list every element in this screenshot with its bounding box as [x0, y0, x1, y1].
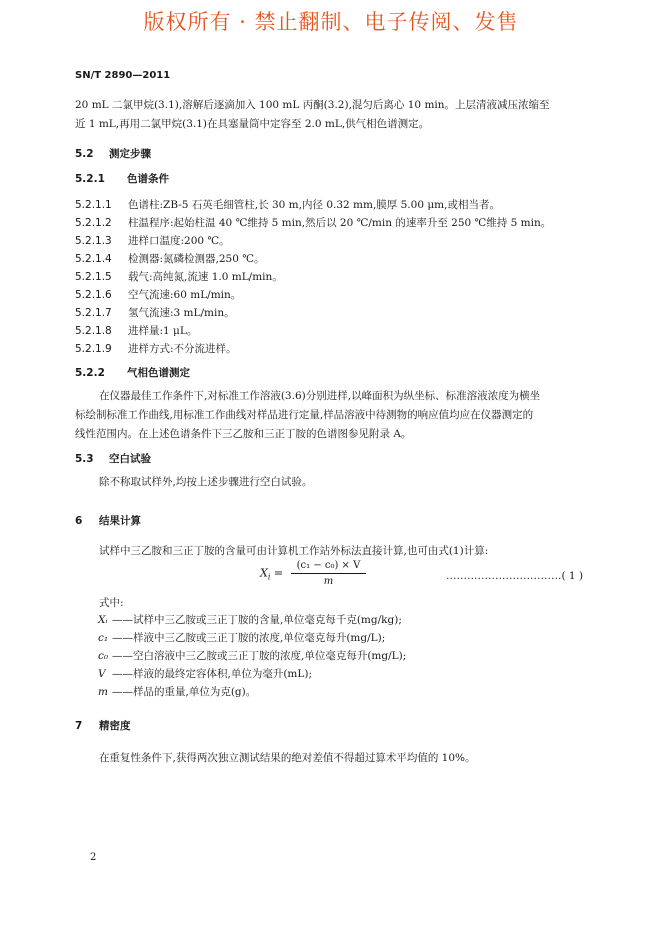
section-number: 6 [75, 515, 83, 527]
definition-text: ——试样中三乙胺或三正丁胺的含量,单位毫克每千克(mg/kg); [112, 614, 402, 626]
equation-number: ……………………………( 1 ) [446, 570, 584, 582]
condition-item [75, 287, 241, 302]
section-number: 5.2.1 [75, 173, 105, 185]
condition-item [75, 251, 265, 266]
condition-text: 氢气流速:3 mL/min。 [128, 307, 235, 319]
gc-line-3: 线性范围内。在上述色谱条件下三乙胺和三正丁胺的色谱图参见附录 A。 [75, 428, 412, 440]
condition-item [75, 233, 230, 248]
definition-symbol: c₁ [98, 632, 109, 644]
intro-paragraph [75, 96, 550, 134]
condition-number: 5.2.1.7 [75, 307, 112, 319]
section-5-2-1-heading [75, 171, 169, 186]
section-7-heading [75, 718, 131, 733]
gc-line-2: 标绘制标准工作曲线,用标准工作曲线对样品进行定量,样品溶液中待测物的响应值均应在仪器测定的 [75, 409, 534, 421]
formula-denominator: m [323, 576, 334, 587]
section-title: 测定步骤 [109, 148, 151, 160]
section-title: 色谱条件 [127, 173, 169, 185]
condition-item [75, 197, 500, 212]
page-number: 2 [90, 852, 97, 863]
condition-number: 5.2.1.5 [75, 271, 112, 283]
section-number: 5.3 [75, 453, 94, 465]
gc-line-1: 在仪器最佳工作条件下,对标准工作溶液(3.6)分别进样,以峰面积为纵坐标、标准溶液浓度为横坐 [99, 390, 541, 402]
condition-number: 5.2.1.3 [75, 235, 112, 247]
condition-text: 检测器:氮磷检测器,250 ℃。 [128, 253, 265, 265]
formula-numerator: (c₁ − c₀) × V [291, 560, 367, 574]
formula-equals: = [270, 566, 284, 580]
section-5-3-heading [75, 451, 151, 466]
formula-lhs: X [260, 566, 268, 580]
condition-number: 5.2.1.6 [75, 289, 112, 301]
definition-text: ——样液的最终定容体积,单位为毫升(mL); [112, 668, 312, 680]
definition-item [98, 612, 402, 627]
condition-text: 柱温程序:起始柱温 40 ℃维持 5 min,然后以 20 ℃/min 的速率升至 250 ℃维持 5 min。 [128, 217, 552, 229]
condition-number: 5.2.1.8 [75, 325, 112, 337]
calculation-intro: 试样中三乙胺和三正丁胺的含量可由计算机工作站外标法直接计算,也可由式(1)计算: [99, 545, 489, 557]
standard-number: SN/T 2890—2011 [75, 70, 171, 81]
condition-item [75, 341, 237, 356]
definition-symbol: Xᵢ [98, 614, 108, 626]
precision-text: 在重复性条件下,获得两次独立测试结果的绝对差值不得超过算术平均值的 10%。 [99, 752, 476, 764]
condition-number: 5.2.1.2 [75, 217, 112, 229]
formula [260, 560, 366, 587]
formula-fraction [291, 560, 367, 587]
section-6-heading [75, 513, 141, 528]
definition-item [98, 666, 312, 681]
condition-number: 5.2.1.1 [75, 199, 112, 211]
condition-text: 空气流速:60 mL/min。 [128, 289, 242, 301]
blank-test-text: 除不称取试样外,均按上述步骤进行空白试验。 [99, 476, 313, 488]
definition-symbol: m [98, 686, 108, 698]
intro-line-2: 近 1 mL,再用二氯甲烷(3.1)在具塞量筒中定容至 2.0 mL,供气相色谱测定。 [75, 118, 430, 130]
condition-item [75, 269, 283, 284]
condition-item [75, 215, 551, 230]
section-title: 气相色谱测定 [127, 367, 190, 379]
section-title: 空白试验 [109, 453, 151, 465]
section-number: 5.2.2 [75, 367, 105, 379]
section-title: 结果计算 [99, 515, 141, 527]
copyright-banner: 版权所有 · 禁止翻制、电子传阅、发售 [143, 10, 519, 34]
condition-item [75, 305, 235, 320]
condition-text: 进样方式:不分流进样。 [128, 343, 237, 355]
condition-text: 进样口温度:200 ℃。 [128, 235, 230, 247]
section-title: 精密度 [99, 720, 131, 732]
section-5-2-2-heading [75, 365, 190, 380]
definition-item [98, 630, 385, 645]
formula-lhs-subscript: i [267, 572, 271, 582]
definition-symbol: V [98, 668, 106, 680]
condition-number: 5.2.1.9 [75, 343, 112, 355]
definition-text: ——样品的重量,单位为克(g)。 [112, 686, 257, 698]
intro-line-1: 20 mL 二氯甲烷(3.1),溶解后逐滴加入 100 mL 丙酮(3.2),混匀后离心 10 min。上层清液减压浓缩至 [75, 99, 550, 111]
definition-text: ——空白溶液中三乙胺或三正丁胺的浓度,单位毫克每升(mg/L); [112, 650, 407, 662]
section-number: 7 [75, 720, 83, 732]
condition-number: 5.2.1.4 [75, 253, 112, 265]
gc-paragraph [75, 387, 540, 444]
section-number: 5.2 [75, 148, 94, 160]
condition-item [75, 323, 197, 338]
condition-text: 进样量:1 μL。 [128, 325, 198, 337]
definition-item [98, 684, 256, 699]
definition-item [98, 648, 406, 663]
condition-text: 载气:高纯氮,流速 1.0 mL/min。 [128, 271, 283, 283]
section-5-2-heading [75, 146, 151, 161]
definition-text: ——样液中三乙胺或三正丁胺的浓度,单位毫克每升(mg/L); [112, 632, 386, 644]
condition-text: 色谱柱:ZB-5 石英毛细管柱,长 30 m,内径 0.32 mm,膜厚 5.00 μm,或相当者。 [128, 199, 500, 211]
where-label: 式中: [99, 597, 124, 609]
definition-symbol: c₀ [98, 650, 109, 662]
